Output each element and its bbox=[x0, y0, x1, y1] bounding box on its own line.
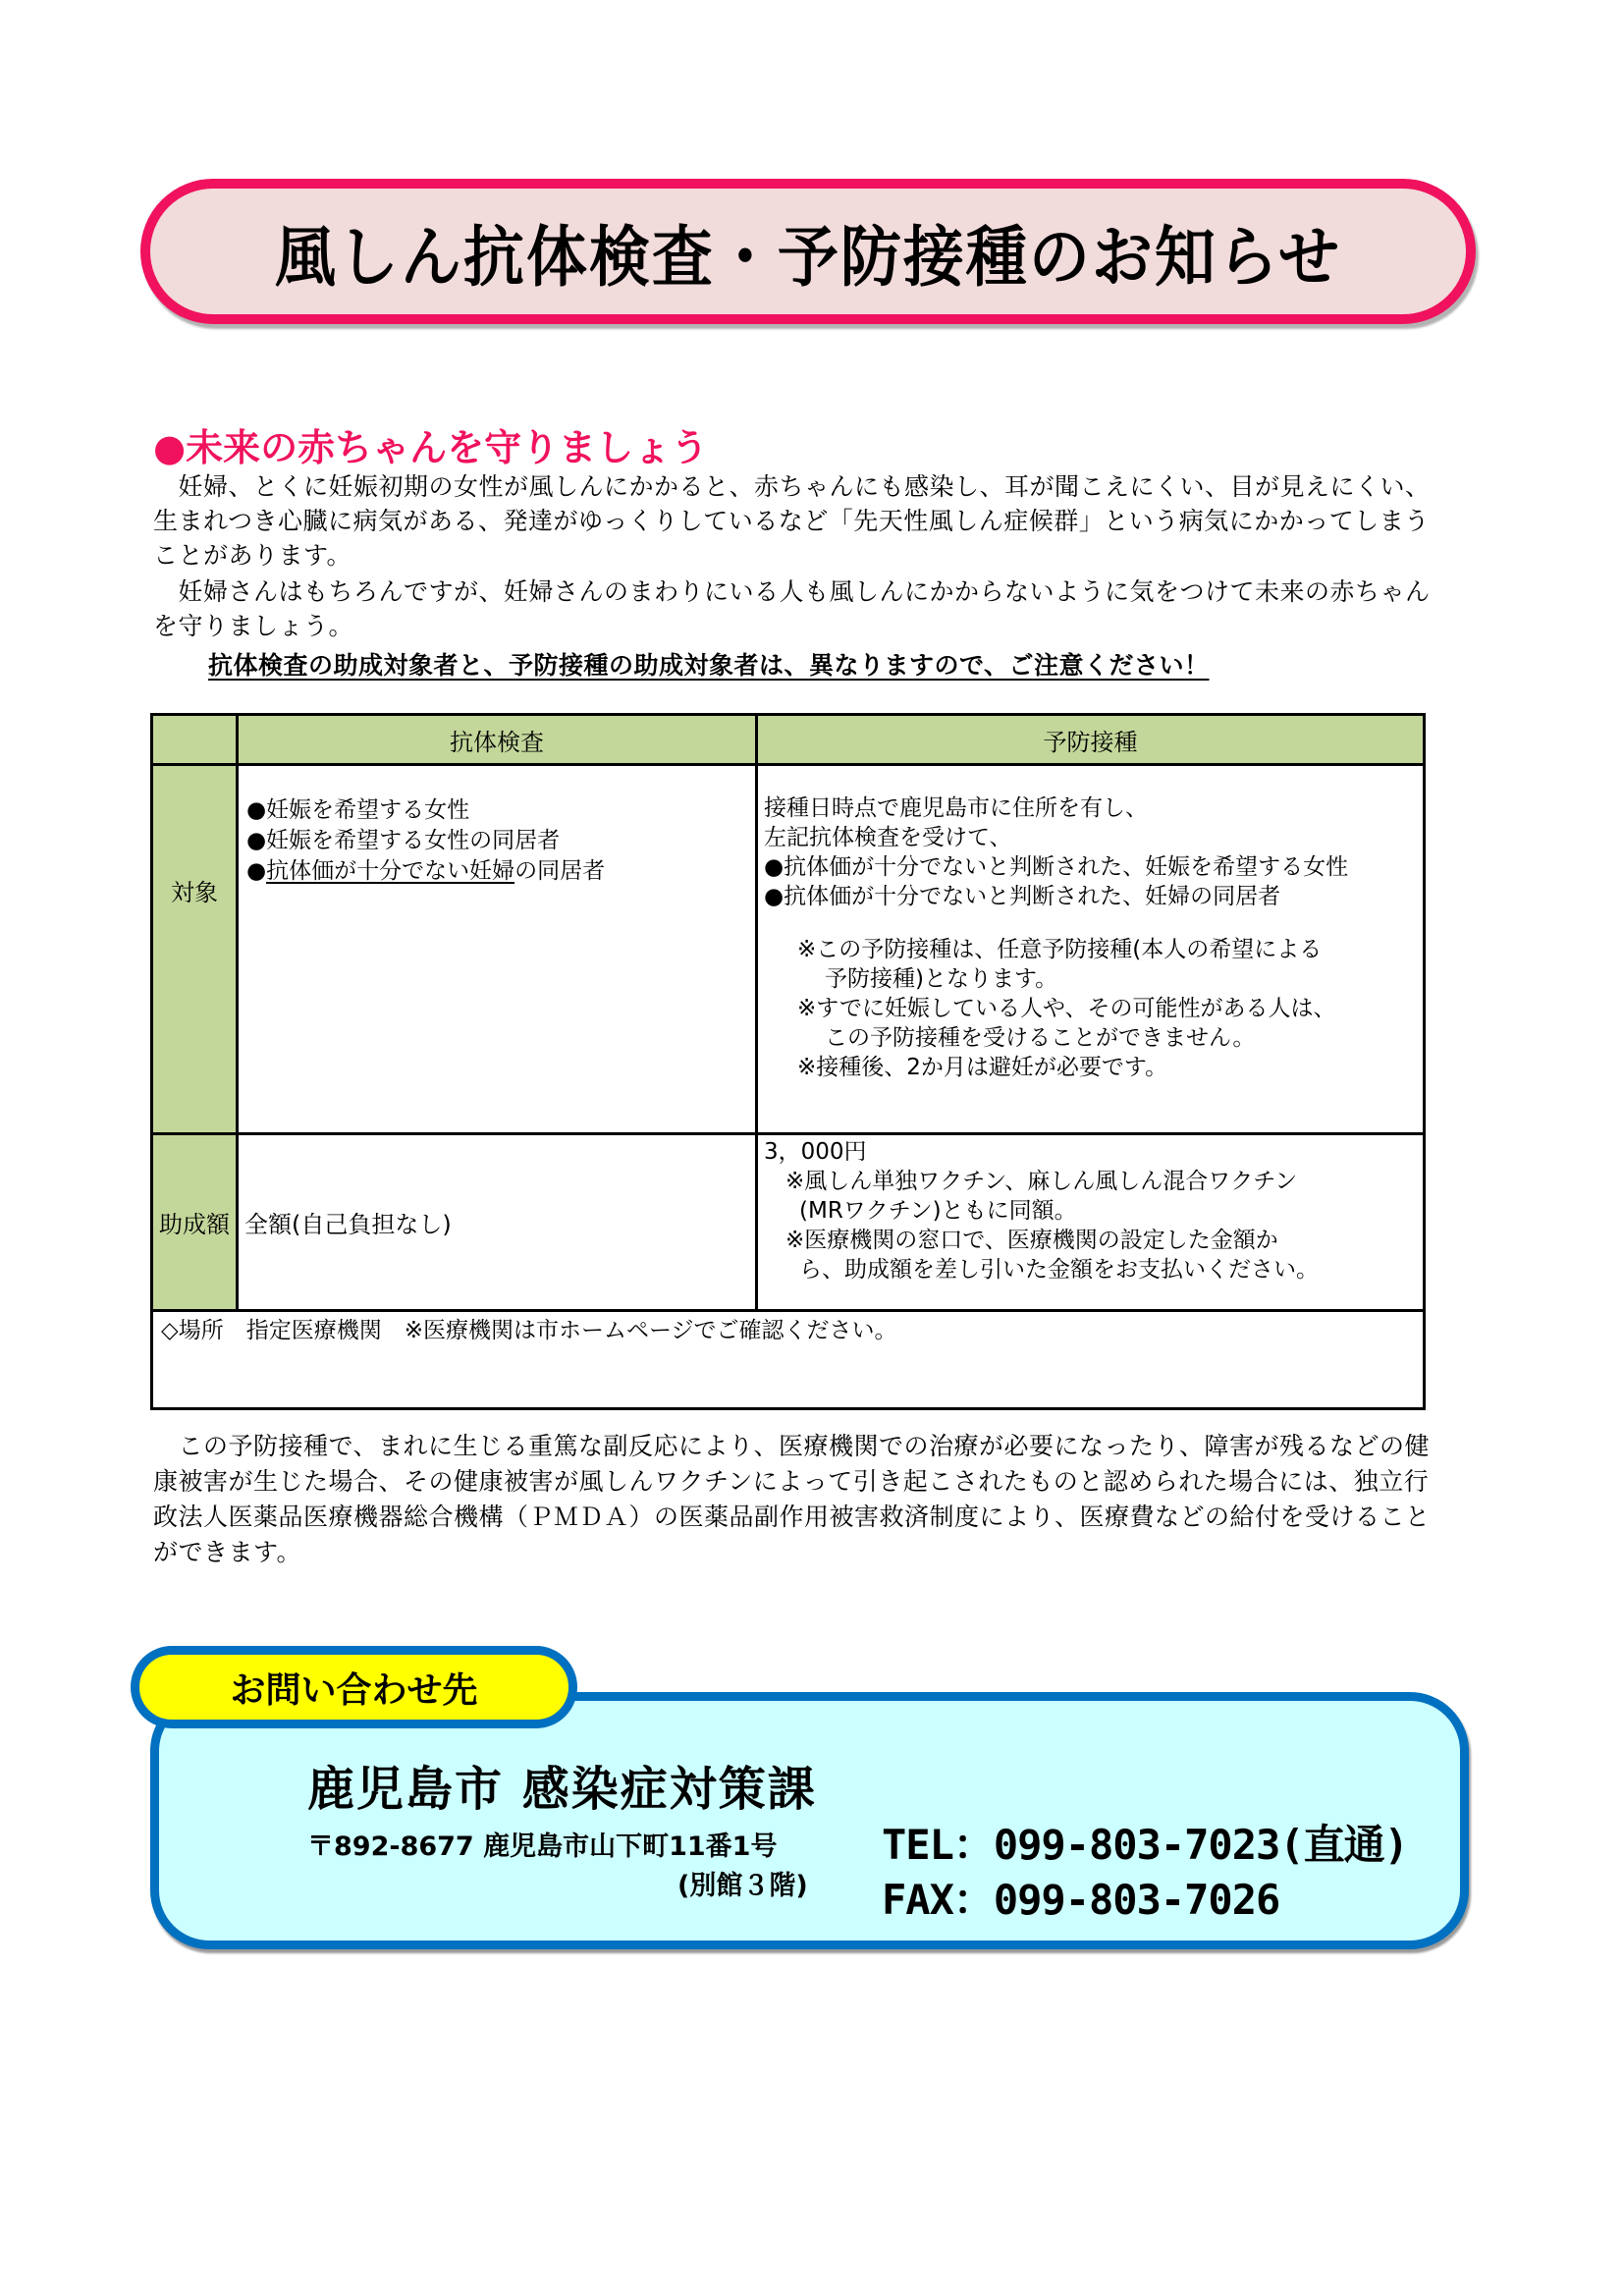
vaccination-intro: 接種日時点で鹿児島市に住所を有し、 bbox=[764, 795, 1148, 821]
antibody-target-cell bbox=[238, 765, 757, 1134]
contact-tab-label: お問い合わせ先 bbox=[230, 1669, 478, 1711]
row-label-amount: 助成額 bbox=[152, 1134, 238, 1311]
vaccination-target-item: ●抗体価が十分でないと判断された、妊婦の同居者 bbox=[764, 884, 1281, 909]
tel-number: TEL：099-803-7023(直通) bbox=[882, 1821, 1408, 1869]
row-label-target bbox=[152, 765, 238, 1134]
vaccination-note: ※接種後、2か月は避妊が必要です。 bbox=[797, 1055, 1168, 1080]
address-line-1: 〒892-8677 鹿児島市山下町11番1号 bbox=[307, 1831, 778, 1862]
amount-note-cont: ら、助成額を差し引いた金額をお支払いください。 bbox=[799, 1257, 1319, 1283]
section-heading: ●未来の赤ちゃんを守りましょう bbox=[153, 426, 709, 469]
vaccination-target-item: ●抗体価が十分でないと判断された、妊娠を希望する女性 bbox=[764, 854, 1349, 880]
header-empty bbox=[152, 715, 238, 765]
vaccination-note: ※すでに妊娠している人や、その可能性がある人は、 bbox=[797, 996, 1336, 1021]
row-label-text: 対象 bbox=[171, 879, 218, 906]
amount-note-cont: (MRワクチン)ともに同額。 bbox=[799, 1198, 1077, 1224]
org-name: 鹿児島市 感染症対策課 bbox=[307, 1762, 817, 1817]
table-header-row bbox=[152, 715, 1425, 765]
table-row-place bbox=[152, 1311, 1425, 1409]
vaccination-intro: 左記抗体検査を受けて、 bbox=[764, 825, 1012, 850]
vaccination-note: ※この予防接種は、任意予防接種(本人の希望による bbox=[797, 937, 1323, 962]
intro-paragraph-1: 妊婦、とくに妊娠初期の女性が風しんにかかると、赤ちゃんにも感染し、耳が聞こえにくい、目が見えにくい、生まれつき心臓に病気がある、発達がゆっくりしているなど「先天性風しん症候群」という病気にかかってしまうことがあります。 bbox=[153, 472, 1431, 570]
page-title: 風しん抗体検査・予防接種のお知らせ bbox=[274, 217, 1342, 296]
header-vaccination: 予防接種 bbox=[757, 715, 1425, 765]
antibody-target-item: ●妊娠を希望する女性の同居者 bbox=[246, 828, 561, 853]
header-antibody-test: 抗体検査 bbox=[238, 715, 757, 765]
title-banner bbox=[140, 179, 1476, 324]
vaccination-amount-value: 3，000円 bbox=[764, 1139, 867, 1165]
antibody-amount-cell: 全額(自己負担なし) bbox=[238, 1134, 757, 1311]
table-row-amount bbox=[152, 1134, 1425, 1311]
contact-tab bbox=[131, 1646, 577, 1728]
intro-paragraph-2: 妊婦さんはもちろんですが、妊婦さんのまわりにいる人も風しんにかからないように気をつけて未来の赤ちゃんを守りましょう。 bbox=[153, 577, 1431, 640]
bullet: ● bbox=[246, 858, 267, 884]
amount-note: ※医療機関の窓口で、医療機関の設定した金額か bbox=[785, 1228, 1278, 1253]
vaccination-target-cell bbox=[757, 765, 1425, 1134]
antibody-target-item: ●妊娠を希望する女性 bbox=[246, 797, 470, 823]
vaccination-note-cont: この予防接種を受けることができません。 bbox=[825, 1025, 1256, 1051]
vaccination-amount-cell bbox=[757, 1134, 1425, 1311]
fax-number: FAX：099-803-7026 bbox=[882, 1876, 1280, 1924]
antibody-target-item bbox=[246, 856, 747, 887]
item-suffix: の同居者 bbox=[514, 858, 606, 884]
place-cell: ◇場所 指定医療機関 ※医療機関は市ホームページでご確認ください。 bbox=[152, 1311, 1425, 1409]
amount-note: ※風しん単独ワクチン、麻しん風しん混合ワクチン bbox=[785, 1169, 1298, 1194]
relief-system-paragraph: この予防接種で、まれに生じる重篤な副反応により、医療機関での治療が必要になったり、障害が残るなどの健康被害が生じた場合、その健康被害が風しんワクチンによって引き起こされたものと認められた場合には、独立行政法人医薬品医療機器総合機構（ＰＭＤＡ）の医薬品副作用被害救済制度により、医療費などの給付を受けることができます。 bbox=[153, 1432, 1431, 1566]
table-row-target bbox=[152, 765, 1425, 1134]
address-line-2: (別館３階) bbox=[677, 1871, 808, 1901]
underlined-text: 抗体価が十分でない妊婦 bbox=[266, 858, 515, 884]
notice-underlined: 抗体検査の助成対象者と、予防接種の助成対象者は、異なりますので、ご注意ください！ bbox=[208, 651, 1210, 680]
subsidy-table bbox=[150, 713, 1426, 1410]
vaccination-note-cont: 予防接種)となります。 bbox=[825, 966, 1058, 992]
